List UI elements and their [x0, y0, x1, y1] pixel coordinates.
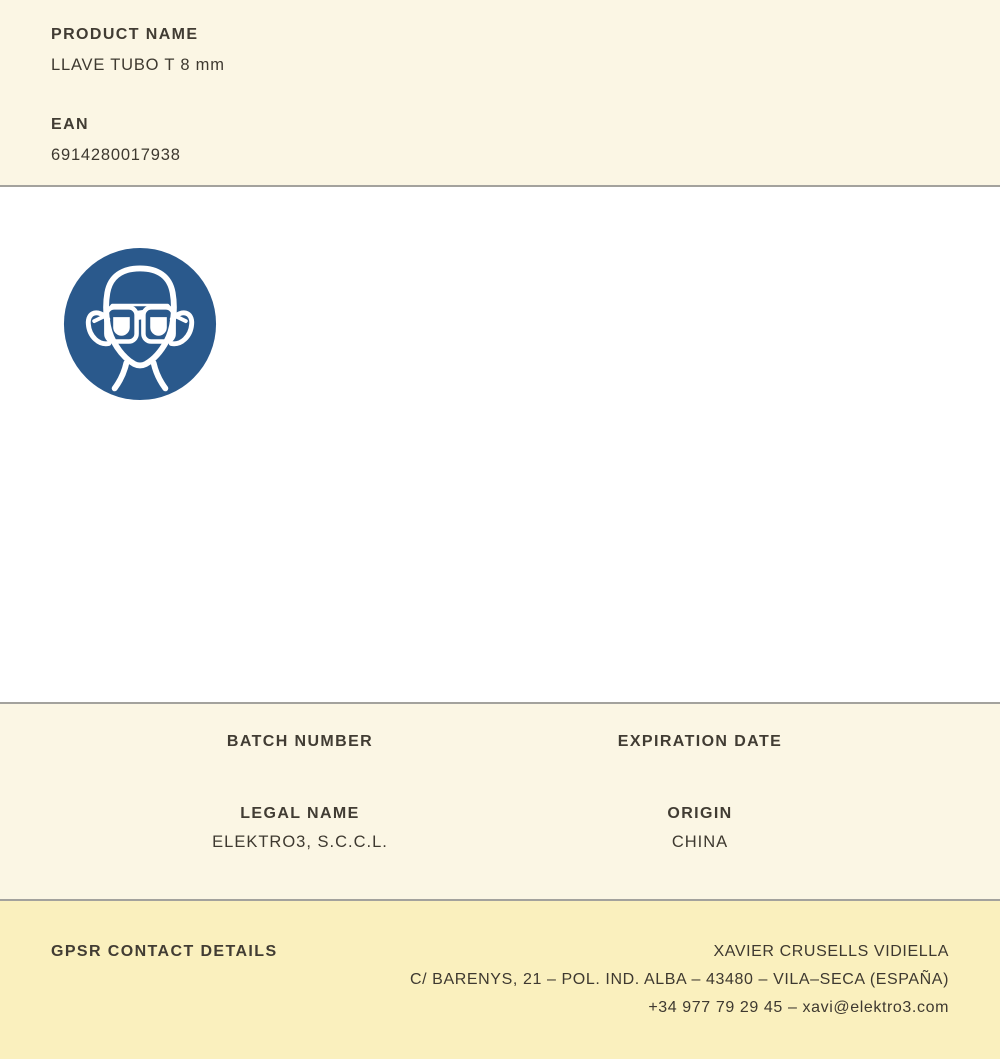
- expiration-date-field: [500, 733, 900, 761]
- legal-name-field: [100, 805, 500, 851]
- batch-number-label: BATCH NUMBER: [226, 733, 374, 750]
- legal-name-label: LEGAL NAME: [240, 805, 360, 822]
- gpsr-contact-details-label: GPSR CONTACT DETAILS: [51, 943, 278, 960]
- ean-value: 6914280017938: [51, 146, 181, 164]
- product-name-label: PRODUCT NAME: [51, 26, 199, 43]
- gpsr-section: [0, 901, 1000, 1059]
- details-section: [0, 704, 1000, 901]
- ean-label: EAN: [51, 116, 89, 133]
- origin-value: CHINA: [671, 833, 729, 851]
- product-info-section: [0, 0, 1000, 187]
- batch-number-field: [100, 733, 500, 761]
- ean-field: [51, 116, 949, 164]
- product-name-field: [51, 26, 949, 74]
- expiration-date-label: EXPIRATION DATE: [617, 733, 783, 750]
- details-grid: [100, 733, 900, 851]
- gpsr-contact-name: XAVIER CRUSELLS VIDIELLA: [713, 943, 949, 960]
- origin-field: [500, 805, 900, 851]
- gpsr-contact-address: C/ BARENYS, 21 – POL. IND. ALBA – 43480 – VILA–SECA (ESPAÑA): [409, 971, 949, 988]
- gpsr-contact-phone-email: +34 977 79 29 45 – xavi@elektro3.com: [648, 999, 949, 1016]
- pictogram-section: [0, 246, 1000, 704]
- origin-label: ORIGIN: [667, 805, 733, 822]
- wear-eye-protection-icon: [62, 246, 218, 402]
- legal-name-value: ELEKTRO3, S.C.C.L.: [212, 833, 388, 851]
- product-name-value: LLAVE TUBO T 8 mm: [51, 56, 225, 74]
- gpsr-contact-block: [410, 938, 949, 1022]
